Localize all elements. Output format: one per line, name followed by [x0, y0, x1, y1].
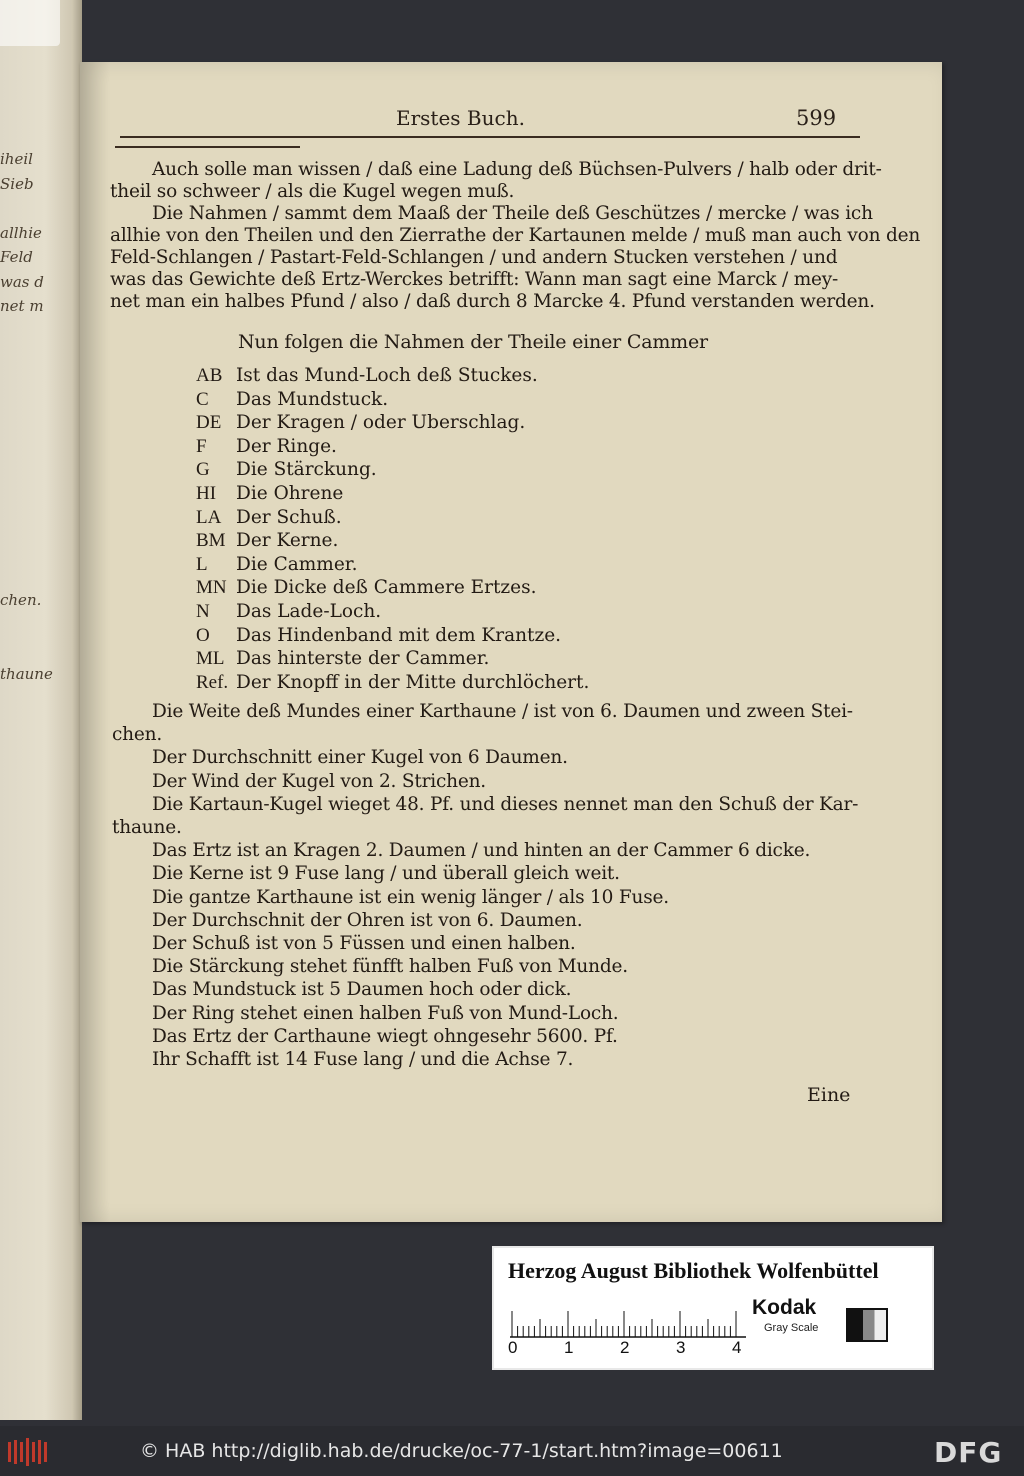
list-item [196, 436, 337, 460]
list-item [196, 459, 377, 483]
library-name: Herzog August Bibliothek Wolfenbüttel [508, 1258, 879, 1283]
ruler-number: 1 [564, 1338, 574, 1357]
list-item-label: Der Knopff in der Mitte durchlöchert. [236, 671, 590, 693]
text-line: Der Ring stehet einen halben Fuß von Mund-Loch. [152, 1002, 619, 1024]
kodak-brand: Kodak [752, 1296, 817, 1319]
book-page [80, 62, 942, 1222]
text-line: Die Nahmen / sammt dem Maaß der Theile deß Geschützes / mercke / was ich [152, 203, 873, 224]
left-page-fragment: Sieb [0, 174, 34, 193]
dfg-logo: DFG [934, 1436, 1003, 1469]
list-item [196, 365, 538, 389]
text-line: Der Durchschnitt einer Kugel von 6 Daumen. [152, 747, 568, 769]
scale-ruler [510, 1304, 746, 1338]
list-item [196, 625, 561, 649]
hab-logo-icon [6, 1436, 48, 1468]
text-line: Das Ertz der Carthaune wiegt ohngesehr 5600. Pf. [152, 1025, 618, 1047]
text-line: chen. [112, 724, 163, 746]
list-item-key: G [196, 459, 210, 481]
text-line: Die Kerne ist 9 Fuse lang / und überall gleich weit. [152, 863, 620, 885]
gray-scale-caption: Gray Scale [764, 1322, 819, 1334]
gray-scale-swatch [846, 1308, 888, 1342]
header-rule [120, 136, 860, 138]
header-rule-short [115, 146, 300, 148]
page-number: 599 [796, 106, 837, 130]
ruler-number: 2 [620, 1338, 630, 1357]
running-head: Erstes Buch. [396, 106, 525, 130]
list-item-key: HI [196, 483, 217, 504]
list-item-label: Ist das Mund-Loch deß Stuckes. [236, 365, 538, 386]
list-item-key: AB [196, 365, 223, 386]
left-page-fragment: allhie [0, 223, 42, 242]
list-item [196, 648, 489, 672]
text-line: Feld-Schlangen / Pastart-Feld-Schlangen / und andern Stucken verstehen / und [110, 247, 838, 268]
footer-bar [0, 1426, 1024, 1476]
text-line: was das Gewichte deß Ertz-Werckes betrifft: Wann man sagt eine Marck / mey- [110, 269, 839, 290]
list-item [196, 601, 381, 625]
ruler-number: 4 [732, 1338, 742, 1357]
list-item-label: Die Dicke deß Cammere Ertzes. [236, 577, 537, 599]
list-item-label: Die Stärckung. [236, 459, 377, 481]
list-item [196, 389, 388, 413]
list-item-label: Das Hindenband mit dem Krantze. [236, 624, 562, 646]
copyright-link[interactable]: © HAB http://diglib.hab.de/drucke/oc-77-1/start.htm?image=00611 [140, 1440, 783, 1462]
list-item-key: C [196, 388, 209, 410]
text-line: Der Schuß ist von 5 Füssen und einen halben. [152, 933, 576, 954]
left-page-fragment: Feld [0, 248, 33, 266]
ruler-number: 0 [508, 1338, 518, 1357]
text-line: Der Durchschnit der Ohren ist von 6. Daumen. [152, 909, 583, 931]
list-item-label: Der Ringe. [236, 435, 337, 457]
list-item-key: Ref. [196, 671, 229, 693]
left-page-fragment: was d [0, 272, 44, 291]
list-item-label: Der Schuß. [236, 506, 342, 528]
text-line: Die gantze Karthaune ist ein wenig länger / als 10 Fuse. [152, 886, 669, 908]
text-line: Der Wind der Kugel von 2. Strichen. [152, 770, 486, 792]
list-item-key: ML [196, 648, 225, 670]
left-page-fragment: iheil [0, 150, 33, 168]
list-item [196, 507, 342, 531]
left-page-fragment: chen. [0, 591, 42, 609]
text-line: Auch solle man wissen / daß eine Ladung deß Büchsen-Pulvers / halb oder drit- [152, 159, 882, 180]
list-heading: Nun folgen die Nahmen der Theile einer Cammer [238, 331, 708, 353]
text-line: Ihr Schafft ist 14 Fuse lang / und die Achse 7. [152, 1049, 574, 1070]
text-line: theil so schweer / als die Kugel wegen muß. [110, 181, 515, 202]
list-item [196, 577, 537, 601]
list-item [196, 672, 589, 696]
list-item-key: BM [196, 530, 226, 552]
list-item-key: DE [196, 412, 222, 434]
text-line: allhie von den Theilen und den Zierrathe der Kartaunen melde / muß man auch von den [110, 225, 921, 246]
list-item [196, 530, 338, 554]
list-item-label: Der Kerne. [236, 530, 339, 552]
text-line: Die Stärckung stehet fünfft halben Fuß von Munde. [152, 956, 628, 978]
catchword: Eine [807, 1084, 851, 1106]
left-page-fragment: net m [0, 297, 44, 315]
text-line: Die Kartaun-Kugel wieget 48. Pf. und dieses nennet man den Schuß der Kar- [152, 793, 859, 815]
list-item-key: N [196, 601, 210, 622]
list-item [196, 554, 358, 578]
list-item-key: O [196, 624, 210, 646]
list-item-label: Der Kragen / oder Uberschlag. [236, 412, 526, 434]
list-item-key: LA [196, 506, 222, 528]
list-item [196, 412, 525, 436]
library-label-card [492, 1246, 934, 1370]
list-item-key: L [196, 553, 208, 575]
list-item-key: F [196, 435, 207, 457]
list-item-label: Das Mundstuck. [236, 388, 389, 410]
text-line: Die Weite deß Mundes einer Karthaune / ist von 6. Daumen und zween Stei- [152, 701, 853, 722]
list-item-label: Das Lade-Loch. [236, 601, 382, 622]
list-item-label: Die Ohrene [236, 483, 344, 504]
page-tab [0, 0, 60, 46]
text-line: net man ein halbes Pfund / also / daß durch 8 Marcke 4. Pfund verstanden werden. [110, 291, 875, 312]
text-line: thaune. [112, 817, 182, 838]
text-line: Das Ertz ist an Kragen 2. Daumen / und hinten an der Cammer 6 dicke. [152, 840, 811, 862]
page-gutter-shadow [80, 62, 110, 1222]
ruler-number: 3 [676, 1338, 686, 1357]
list-item-label: Das hinterste der Cammer. [236, 648, 490, 670]
list-item-label: Die Cammer. [236, 553, 358, 575]
left-page-edge [0, 0, 82, 1420]
text-line: Das Mundstuck ist 5 Daumen hoch oder dick. [152, 979, 572, 1001]
left-page-fragment: thaune [0, 664, 53, 683]
list-item-key: MN [196, 577, 227, 599]
list-item [196, 483, 343, 507]
